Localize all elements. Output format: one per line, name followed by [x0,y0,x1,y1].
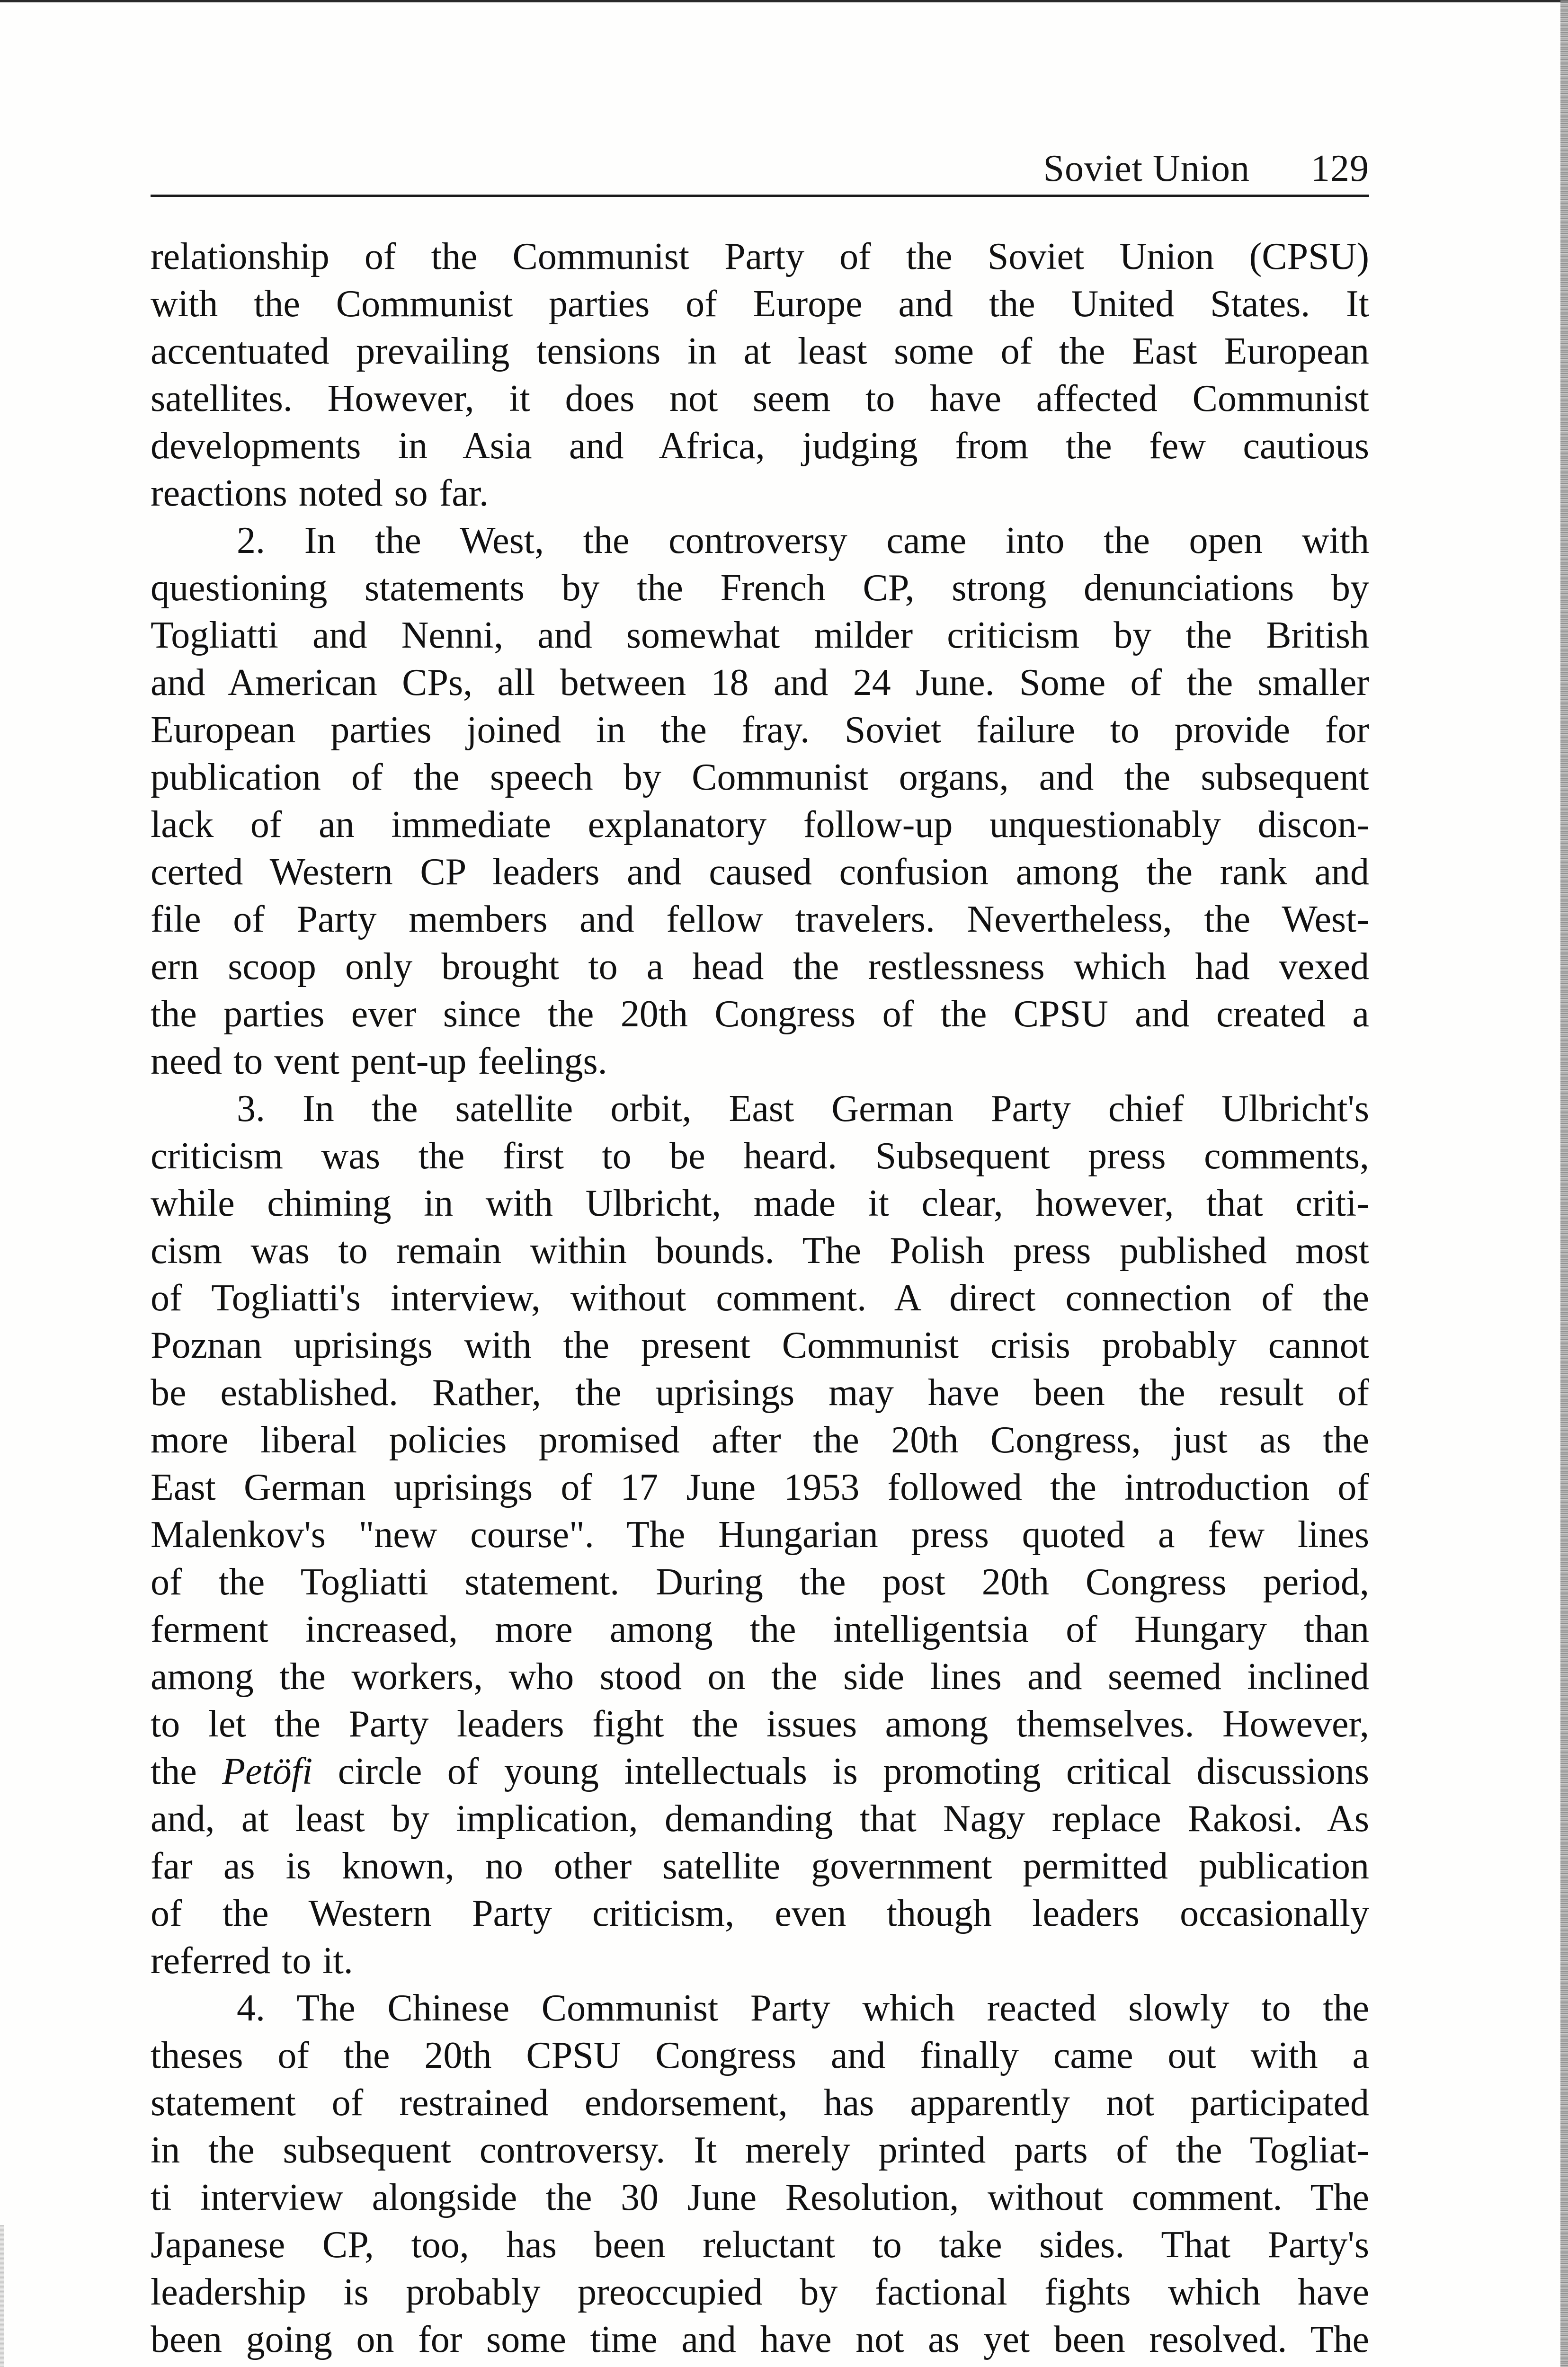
page-number: 129 [1311,148,1369,189]
text-line: developments in Asia and Africa, judging from the few cautious [151,425,1369,467]
text-line: lack of an immediate explanatory follow-up unquestionably discon- [151,804,1369,845]
text-line: in the subsequent controversy. It merely printed parts of the Togliat- [151,2129,1369,2171]
text-line: among the workers, who stood on the side lines and seemed inclined [151,1656,1369,1698]
text-segment: circle of young intellectuals is promoting critical discussions [312,1751,1369,1792]
text-line: ti interview alongside the 30 June Resolution, without comment. The [151,2177,1369,2218]
text-line: satellites. However, it does not seem to have affected Communist [151,378,1369,419]
text-line: Togliatti and Nenni, and somewhat milder criticism by the British [151,614,1369,656]
text-line: more liberal policies promised after the 20th Congress, just as the [151,1419,1369,1461]
text-line-with-italic [151,1748,1369,1795]
italic-name: Petöfi [222,1751,313,1792]
text-line: criticism was the first to be heard. Subsequent press comments, [151,1135,1369,1177]
paragraph-4-start: 4. The Chinese Communist Party which reacted slowly to the [237,1987,1369,2029]
paragraph-2-start: 2. In the West, the controversy came into the open with [237,520,1369,561]
scan-top-edge [0,0,1568,2]
text-line: questioning statements by the French CP, strong denunciations by [151,567,1369,609]
text-line: Malenkov's "new course". The Hungarian press quoted a few lines [151,1514,1369,1556]
text-line: cism was to remain within bounds. The Polish press published most [151,1230,1369,1272]
text-line: relationship of the Communist Party of the Soviet Union (CPSU) [151,236,1369,277]
text-line: certed Western CP leaders and caused confusion among the rank and [151,851,1369,893]
text-line: been going on for some time and have not as yet been resolved. The [151,2319,1369,2360]
text-line: accentuated prevailing tensions in at least some of the East European [151,330,1369,372]
text-line: referred to it. [151,1940,353,1982]
text-line: to let the Party leaders fight the issues among themselves. However, [151,1703,1369,1745]
text-line: of the Togliatti statement. During the post 20th Congress period, [151,1561,1369,1603]
text-line: the parties ever since the 20th Congress of the CPSU and created a [151,993,1369,1035]
text-line: reactions noted so far. [151,472,489,514]
page-edge-right [1560,0,1568,2367]
paragraph-3-start: 3. In the satellite orbit, East German Party chief Ulbricht's [237,1088,1369,1130]
text-line: of the Western Party criticism, even though leaders occasionally [151,1893,1369,1934]
text-line: theses of the 20th CPSU Congress and finally came out with a [151,2035,1369,2076]
text-line: while chiming in with Ulbricht, made it clear, however, that criti- [151,1183,1369,1224]
text-line: leadership is probably preoccupied by factional fights which have [151,2271,1369,2313]
text-line: and, at least by implication, demanding that Nagy replace Rakosi. As [151,1798,1369,1840]
text-line: Japanese CP, too, has been reluctant to take sides. That Party's [151,2224,1369,2266]
text-line: and American CPs, all between 18 and 24 June. Some of the smaller [151,662,1369,703]
text-line: Poznan uprisings with the present Communist crisis probably cannot [151,1325,1369,1366]
text-line: need to vent pent-up feelings. [151,1041,607,1082]
text-line: file of Party members and fellow travelers. Nevertheless, the West- [151,899,1369,940]
text-line: European parties joined in the fray. Soviet failure to provide for [151,709,1369,751]
text-line: far as is known, no other satellite government permitted publication [151,1845,1369,1887]
text-line: be established. Rather, the uprisings may have been the result of [151,1372,1369,1414]
text-line: with the Communist parties of Europe and the United States. It [151,283,1369,325]
text-line: East German uprisings of 17 June 1953 followed the introduction of [151,1467,1369,1508]
running-header [151,145,1369,197]
text-line: publication of the speech by Communist organs, and the subsequent [151,756,1369,798]
text-line: ern scoop only brought to a head the restlessness which had vexed [151,946,1369,988]
running-title: Soviet Union [1043,148,1250,189]
page-edge-left [0,2225,4,2367]
body-text [151,233,1369,2363]
text-segment: the [151,1751,223,1792]
text-line: statement of restrained endorsement, has apparently not participated [151,2082,1369,2124]
text-line: ferment increased, more among the intelligentsia of Hungary than [151,1609,1369,1650]
text-line: of Togliatti's interview, without comment. A direct connection of the [151,1277,1369,1319]
